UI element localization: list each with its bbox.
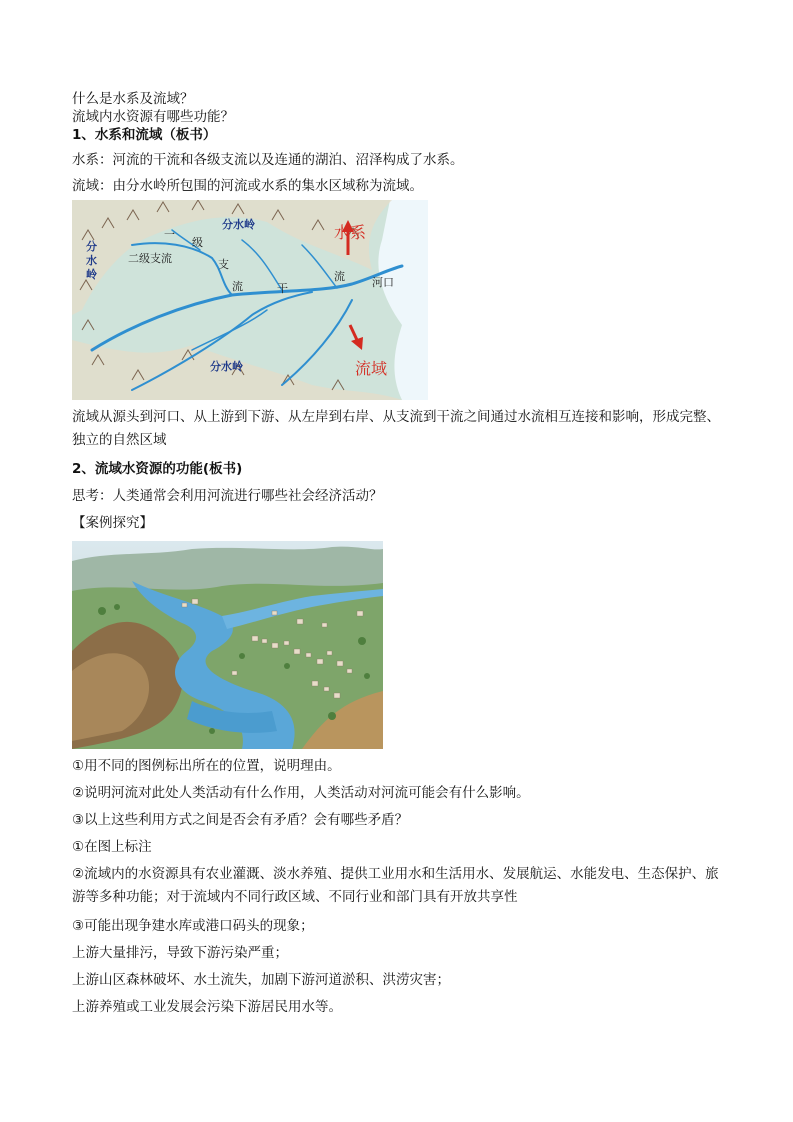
primary-char-1: 一 (164, 228, 175, 241)
answer-5: 上游山区森林破坏、水土流失，加剧下游河道淤积、洪涝灾害； (72, 972, 450, 988)
question-3: ③以上这些利用方式之间是否会有矛盾？会有哪些矛盾？ (72, 812, 409, 828)
question-2: ②说明河流对此处人类活动有什么作用，人类活动对河流可能会有什么影响。 (72, 785, 530, 801)
divide-left-char-3: 岭 (86, 268, 97, 281)
label-divide-bottom: 分水岭 (210, 360, 243, 373)
river-valley-illustration (72, 541, 383, 749)
label-main-stream: 干 (277, 282, 288, 295)
basin-definition: 流域：由分水岭所包围的河流或水系的集水区域称为流域。 (72, 178, 423, 194)
label-divide-top: 分水岭 (222, 218, 255, 231)
water-system-definition: 水系：河流的干流和各级支流以及连通的湖泊、沼泽构成了水系。 (72, 152, 464, 168)
answer-1: ①在图上标注 (72, 839, 152, 855)
intro-question-2: 流域内水资源有哪些功能？ (72, 109, 234, 125)
answer-3: ③可能出现争建水库或港口码头的现象； (72, 918, 314, 934)
divide-left-char-1: 分 (86, 240, 97, 253)
answer-6: 上游养殖或工业发展会污染下游居民用水等。 (72, 999, 342, 1015)
basin-description: 流域从源头到河口、从上游到下游、从左岸到右岸、从支流到干流之间通过水流相互连接和影响，形成完整、独立的自然区域 (72, 409, 720, 448)
label-flow: 流 (334, 270, 345, 283)
answer-4: 上游大量排污，导致下游污染严重； (72, 945, 288, 961)
answer-2: ②流域内的水资源具有农业灌溉、淡水养殖、提供工业用水和生活用水、发展航运、水能发电、生态保护、旅游等多种功能；对于流域内不同行政区域、不同行业和部门具有开放共享性 (72, 866, 719, 905)
primary-char-4: 流 (232, 280, 243, 293)
intro-question-1: 什么是水系及流域？ (72, 91, 194, 107)
section2-heading: 2、流域水资源的功能(板书) (72, 461, 243, 477)
section1-heading: 1、水系和流域（板书） (72, 127, 217, 143)
label-secondary-tributary: 二级支流 (128, 252, 172, 265)
label-water-system: 水系 (334, 223, 367, 242)
primary-char-2: 级 (192, 236, 203, 249)
question-1: ①用不同的图例标出所在的位置，说明理由。 (72, 758, 341, 774)
label-river-mouth: 河口 (372, 276, 394, 289)
primary-char-3: 支 (218, 258, 229, 271)
think-question: 思考：人类通常会利用河流进行哪些社会经济活动？ (72, 488, 383, 504)
river-basin-map (72, 200, 428, 400)
label-basin: 流域 (355, 359, 388, 378)
divide-left-char-2: 水 (86, 254, 97, 267)
document-page (72, 90, 732, 1017)
case-study-label: 【案例探究】 (72, 515, 153, 531)
